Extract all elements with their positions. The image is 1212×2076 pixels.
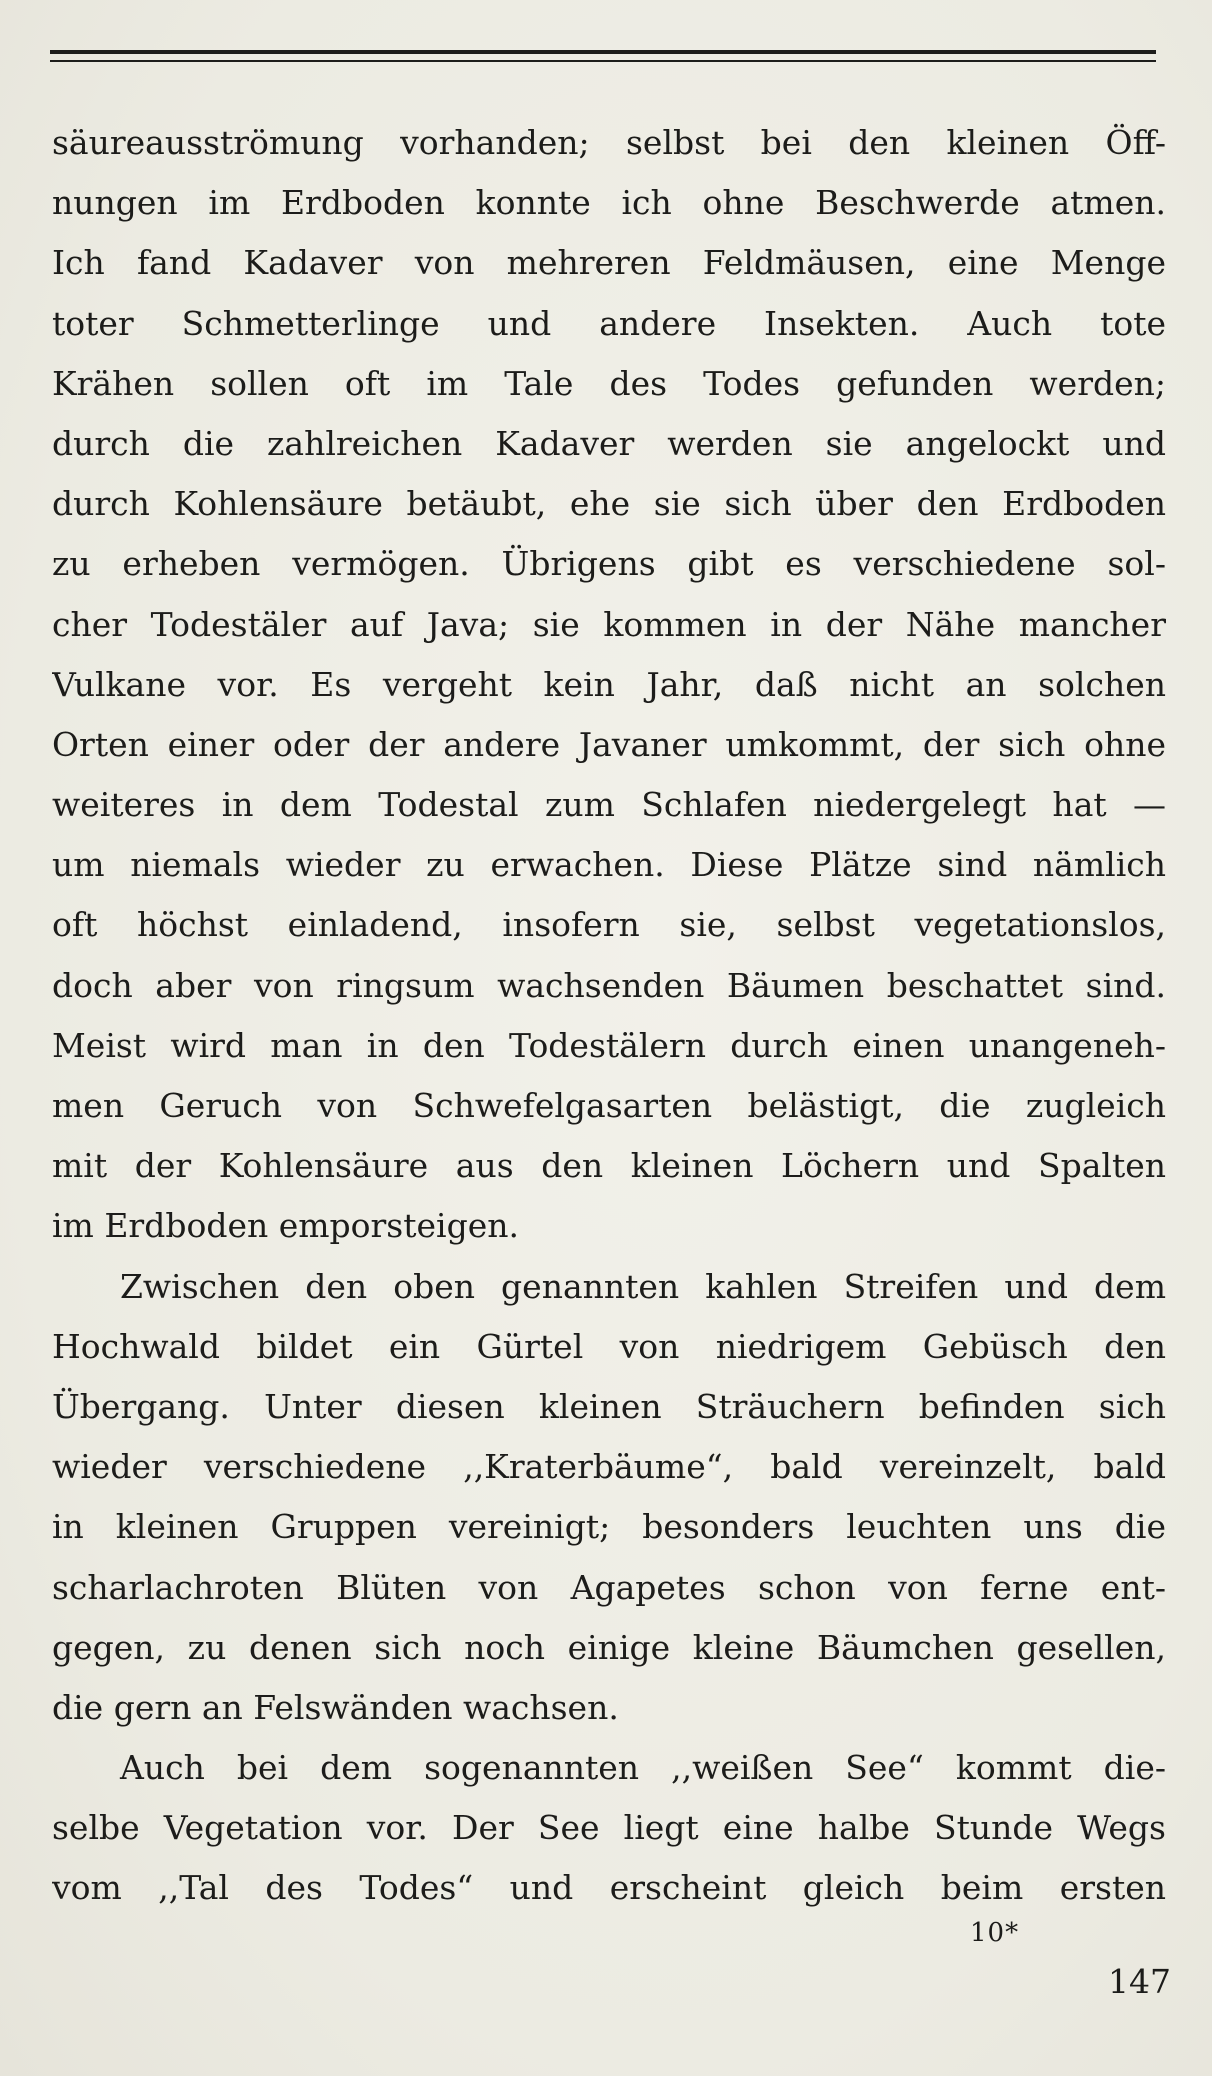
text-line: durch Kohlensäure betäubt, ehe sie sich über den Erdboden <box>52 484 1166 524</box>
text-line: um niemals wieder zu erwachen. Diese Plätze sind nämlich <box>52 845 1166 885</box>
signature-mark: 10* <box>970 1918 1020 1948</box>
text-line: weiteres in dem Todestal zum Schlafen niedergelegt hat — <box>52 785 1166 825</box>
text-line: vom ,,Tal des Todes“ und erscheint gleich beim ersten <box>52 1868 1166 1908</box>
text-line: nungen im Erdboden konnte ich ohne Beschwerde atmen. <box>52 183 1166 223</box>
text-line: cher Todestäler auf Java; sie kommen in der Nähe mancher <box>52 604 1166 644</box>
text-line: Meist wird man in den Todestälern durch einen unangeneh- <box>52 1025 1166 1065</box>
text-line: scharlachroten Blüten von Agapetes schon von ferne ent- <box>52 1567 1166 1607</box>
text-line: mit der Kohlensäure aus den kleinen Löchern und Spalten <box>52 1146 1166 1186</box>
text-line: die gern an Felswänden wachsen. <box>52 1687 619 1727</box>
text-line: men Geruch von Schwefelgasarten belästigt, die zugleich <box>52 1086 1166 1125</box>
text-line: selbe Vegetation vor. Der See liegt eine halbe Stunde Wegs <box>52 1808 1166 1848</box>
text-line: gegen, zu denen sich noch einige kleine Bäumchen gesellen, <box>52 1627 1166 1667</box>
text-line: durch die zahlreichen Kadaver werden sie angelockt und <box>52 423 1166 463</box>
text-line: wieder verschiedene ,,Kraterbäume“, bald vereinzelt, bald <box>52 1447 1166 1487</box>
text-line: im Erdboden emporsteigen. <box>52 1206 519 1246</box>
text-line: in kleinen Gruppen vereinigt; besonders leuchten uns die <box>52 1507 1166 1547</box>
text-line: Übergang. Unter diesen kleinen Sträuchern befinden sich <box>52 1386 1166 1426</box>
text-line: Zwischen den oben genannten kahlen Streifen und dem <box>120 1266 1166 1306</box>
text-line: Krähen sollen oft im Tale des Todes gefunden werden; <box>52 363 1166 403</box>
text-line: Orten einer oder der andere Javaner umkommt, der sich ohne <box>52 724 1166 764</box>
body-text <box>52 113 1166 1919</box>
text-line: toter Schmetterlinge und andere Insekten. Auch tote <box>52 303 1166 343</box>
text-line: zu erheben vermögen. Übrigens gibt es verschiedene sol- <box>52 544 1166 584</box>
header-rule-thick <box>50 50 1156 54</box>
page-number: 147 <box>1108 1962 1171 2001</box>
text-line: säureausströmung vorhanden; selbst bei den kleinen Öff- <box>52 123 1166 162</box>
text-line: Ich fand Kadaver von mehreren Feldmäusen, eine Menge <box>52 243 1166 283</box>
header-rule-thin <box>50 60 1156 62</box>
text-line: Vulkane vor. Es vergeht kein Jahr, daß nicht an solchen <box>52 664 1166 704</box>
text-line: Hochwald bildet ein Gürtel von niedrigem Gebüsch den <box>52 1326 1166 1366</box>
text-line: doch aber von ringsum wachsenden Bäumen beschattet sind. <box>52 965 1166 1005</box>
text-line: Auch bei dem sogenannten ,,weißen See“ kommt die- <box>120 1748 1166 1788</box>
text-line: oft höchst einladend, insofern sie, selbst vegetationslos, <box>52 905 1166 945</box>
